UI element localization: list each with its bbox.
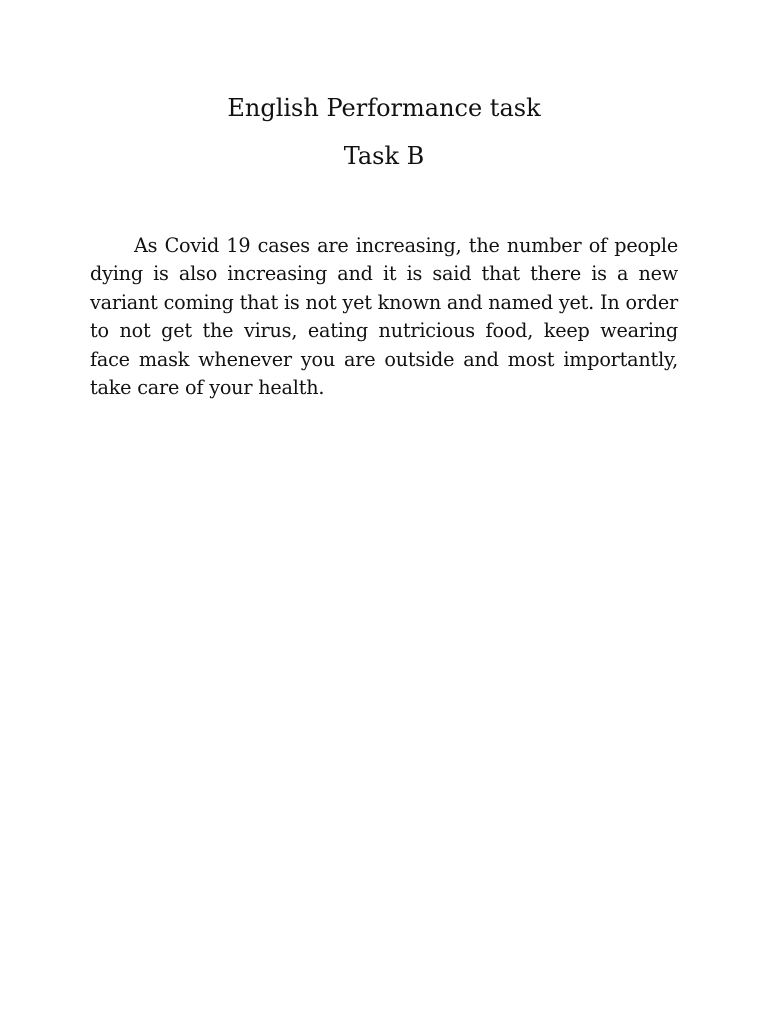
document-subtitle: Task B: [343, 142, 425, 170]
body-paragraph: As Covid 19 cases are increasing, the number of people dying is also increasing and it is said that there is a new variant coming that is not yet known and named yet. In order to not get the virus, eating nutricious food, keep wearing face mask whenever you are outside and most importantly, take care of your health.: [90, 234, 678, 400]
document-title: English Performance task: [227, 94, 541, 122]
